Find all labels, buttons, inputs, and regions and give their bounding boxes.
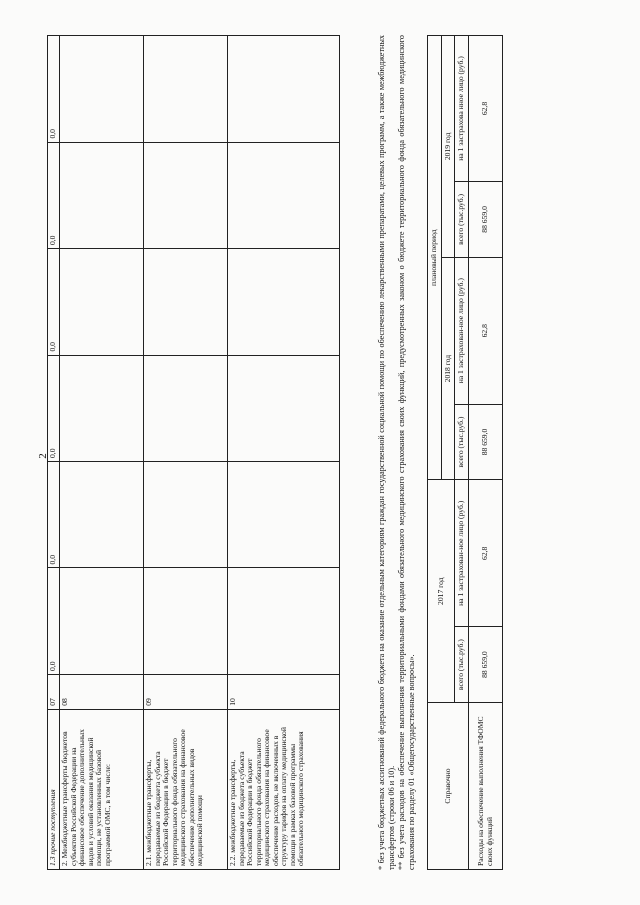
footnote-2: ** без учета расходов на обеспечение выполнения территориальными фондами обязательного медицинского страхования своих функций, предусмотренных законом о бюджете территориального фонда обязательного медицинского страхования по разделу 01 «Общегосударственные вопросы».: [397, 35, 416, 870]
value-cell: 88 659,0: [469, 404, 503, 480]
table-row: [60, 36, 144, 870]
row-code: 08: [60, 674, 144, 709]
planning-period: плановый период: [428, 36, 442, 480]
value-cell: [60, 249, 144, 355]
row-label: Расходы на обеспечение выполнения ТФОМС своих функций: [469, 703, 503, 870]
value-cell: [228, 568, 340, 674]
value-cell: 88 659,0: [469, 627, 503, 703]
funding-table: [47, 35, 340, 870]
col-total-2017: всего (тыс.руб.): [455, 627, 469, 703]
col-per-insured-2019: на 1 застрахова нное лицо (руб.): [455, 36, 469, 182]
col-per-insured-2018: на 1 застрахован-ное лицо (руб.): [455, 257, 469, 404]
value-cell: 88 659,0: [469, 182, 503, 258]
value-cell: [228, 249, 340, 355]
value-cell: [60, 36, 144, 143]
row-name: 1.3 прочие поступления: [48, 709, 60, 869]
row-code: 07: [48, 674, 60, 709]
value-cell: [144, 249, 228, 355]
value-cell: [144, 355, 228, 461]
page-number: 2: [36, 453, 49, 459]
value-cell: [144, 462, 228, 568]
row-code: 10: [228, 674, 340, 709]
footnote-1: * без учета бюджетных ассигнований федерального бюджета на оказание отдельным категориям граждан государственной социальной помощи по обеспечению лекарственными препаратами, целевых программ, а также межбюджетных трансфертов (строки 06 и 10).: [377, 35, 396, 870]
value-cell: 62,8: [469, 257, 503, 404]
value-cell: 0,0: [48, 36, 60, 143]
table-row: [48, 36, 60, 870]
value-cell: [228, 462, 340, 568]
value-cell: 0,0: [48, 462, 60, 568]
col-per-insured-2017: на 1 застрахован-ное лицо (руб.): [455, 480, 469, 627]
table-row: [144, 36, 228, 870]
rotated-content: [47, 35, 592, 870]
row-code: 09: [144, 674, 228, 709]
value-cell: [144, 568, 228, 674]
value-cell: [60, 142, 144, 248]
value-cell: 0,0: [48, 142, 60, 248]
value-cell: 0,0: [48, 355, 60, 461]
value-cell: [144, 36, 228, 143]
table-row: [228, 36, 340, 870]
value-cell: [60, 355, 144, 461]
value-cell: [60, 462, 144, 568]
year-2019: 2019 год: [441, 36, 455, 258]
row-name: 2.1. межбюджетные трансферты, передаваемые из бюджета субъекта Российской Федерации в бюджет территориального фонда обязательного медицинского страхования на финансовое обеспечение дополнительных видов медицинской помощи: [144, 709, 228, 869]
col-total-2018: всего (тыс.руб.): [455, 404, 469, 480]
value-cell: 0,0: [48, 249, 60, 355]
col-total-2019: всего (тыс.руб.): [455, 182, 469, 258]
year-2018: 2018 год: [441, 257, 455, 480]
reference-header: Справочно: [428, 703, 469, 870]
value-cell: [60, 568, 144, 674]
row-name: 2.2. межбюджетные трансферты, передаваемые из бюджета субъекта Российской Федерации в бюджет территориального фонда обязательного медицинского страхования на финансовое обеспечение расходов, не включенных в структуру тарифов на оплату медицинской помощи в рамках базовой программы обязательного медицинского страхования: [228, 709, 340, 869]
year-2017: 2017 год: [428, 480, 455, 703]
value-cell: [228, 142, 340, 248]
row-name: 2. Межбюджетные трансферты бюджетов субъектов Российской Федерации на финансовое обеспечение дополнительных видов и условий оказания медицинской помощи, не установленных базовой программой ОМС, в том числе:: [60, 709, 144, 869]
value-cell: [228, 36, 340, 143]
value-cell: 0,0: [48, 568, 60, 674]
reference-table: [427, 35, 503, 870]
value-cell: [144, 142, 228, 248]
value-cell: 62,8: [469, 480, 503, 627]
value-cell: [228, 355, 340, 461]
footnotes: [377, 35, 417, 870]
value-cell: 62,8: [469, 36, 503, 182]
